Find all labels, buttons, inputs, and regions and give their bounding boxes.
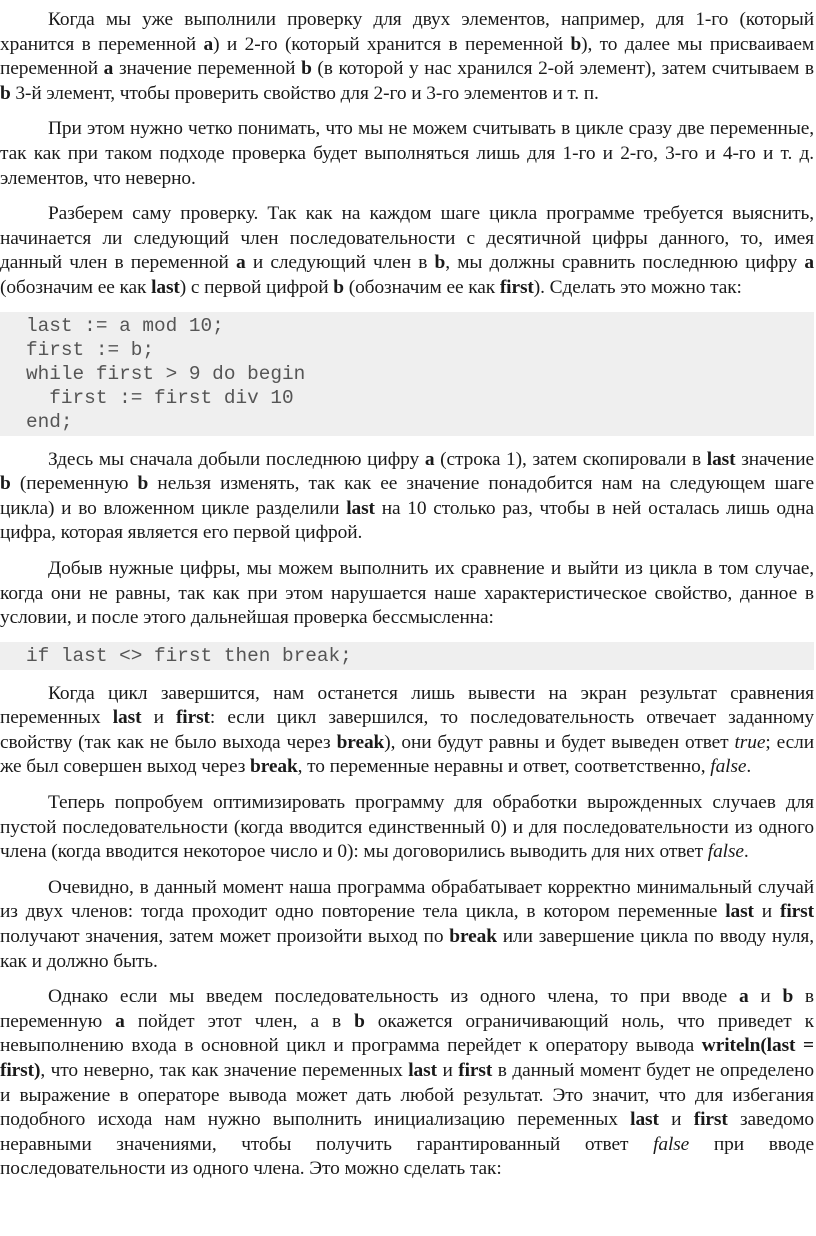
paragraph-1: Когда мы уже выполнили проверку для двух элементов, например, для 1-го (который хранится в переменной a) и 2-го (который хранится в переменной b), то далее мы присваиваем переменной a значение переменной b (в которой у нас хранился 2-ой элемент), затем считываем в b 3-й элемент, чтобы проверить свойство для 2-го и 3-го элементов и т. п. bbox=[0, 9, 814, 104]
code-line: first := b; bbox=[26, 338, 154, 361]
paragraph-6: Когда цикл завершится, нам останется лишь вывести на экран результат сравнения переменных last и first: если цикл завершился, то последовательность отвечает заданному свойству (так как не было выхода через break), они будут равны и будет выведен ответ true; если же был совершен выход через break, то переменные неравны и ответ, соответственно, false. bbox=[0, 682, 814, 778]
code-block-1 bbox=[0, 312, 814, 436]
code-line: if last <> first then break; bbox=[26, 644, 352, 667]
code-line: end; bbox=[26, 410, 73, 433]
paragraph-7: Теперь попробуем оптимизировать программу для обработки вырожденных случаев для пустой последовательности (когда вводится единственный 0) и для последовательности из одного члена (когда вводится некоторое число и 0): мы договорились выводить для них ответ false. bbox=[0, 792, 814, 863]
paragraph-2: При этом нужно четко понимать, что мы не можем считывать в цикле сразу две переменные, так как при таком подходе проверка будет выполняться лишь для 1-го и 2-го, 3-го и 4-го и т. д. элементов, что неверно. bbox=[0, 118, 814, 189]
code-line: while first > 9 do begin bbox=[26, 362, 306, 385]
code-line: last := a mod 10; bbox=[26, 314, 224, 337]
paragraph-9: Однако если мы введем последовательность из одного члена, то при вводе a и b в переменную a пойдет этот член, а в b окажется ограничивающий ноль, что приведет к невыполнению входа в основной цикл и программа перейдет к оператору вывода writeln(last = first), что неверно, так как значение переменных last и first в данный момент будет не определено и выражение в операторе вывода может дать любой результат. Это значит, что для избегания подобного исхода нам нужно выполнить инициализацию переменных last и first заведомо неравными значениями, чтобы получить гарантированный ответ false при вводе последовательности из одного члена. Это можно сделать так: bbox=[0, 986, 815, 1180]
paragraph-5: Добыв нужные цифры, мы можем выполнить их сравнение и выйти из цикла в том случае, когда они не равны, так как при этом нарушается наше характеристическое свойство, данное в условии, и после этого дальнейшая проверка бессмысленна: bbox=[0, 557, 814, 629]
code-line: first := first div 10 bbox=[26, 386, 294, 409]
paragraph-3: Разберем саму проверку. Так как на каждом шаге цикла программе требуется выяснить, начинается ли следующий член последовательности с десятичной цифры данного, то, имея данный член в переменной a и следующий член в b, мы должны сравнить последнюю цифру a (обозначим ее как last) с первой цифрой b (обозначим ее как first). Сделать это можно так: bbox=[0, 203, 814, 298]
code-block-2 bbox=[0, 642, 814, 670]
paragraph-4: Здесь мы сначала добыли последнюю цифру a (строка 1), затем скопировали в last значение b (переменную b нельзя изменять, так как ее значение понадобится нам на следующем шаге цикла) и во вложенном цикле разделили last на 10 столько раз, чтобы в ней осталась лишь одна цифра, которая является его первой цифрой. bbox=[0, 448, 814, 544]
paragraph-8: Очевидно, в данный момент наша программа обрабатывает корректно минимальный случай из двух членов: тогда проходит одно повторение тела цикла, в котором переменные last и first получают значения, затем может произойти выход по break или завершение цикла по вводу нуля, как и должно быть. bbox=[0, 876, 814, 972]
